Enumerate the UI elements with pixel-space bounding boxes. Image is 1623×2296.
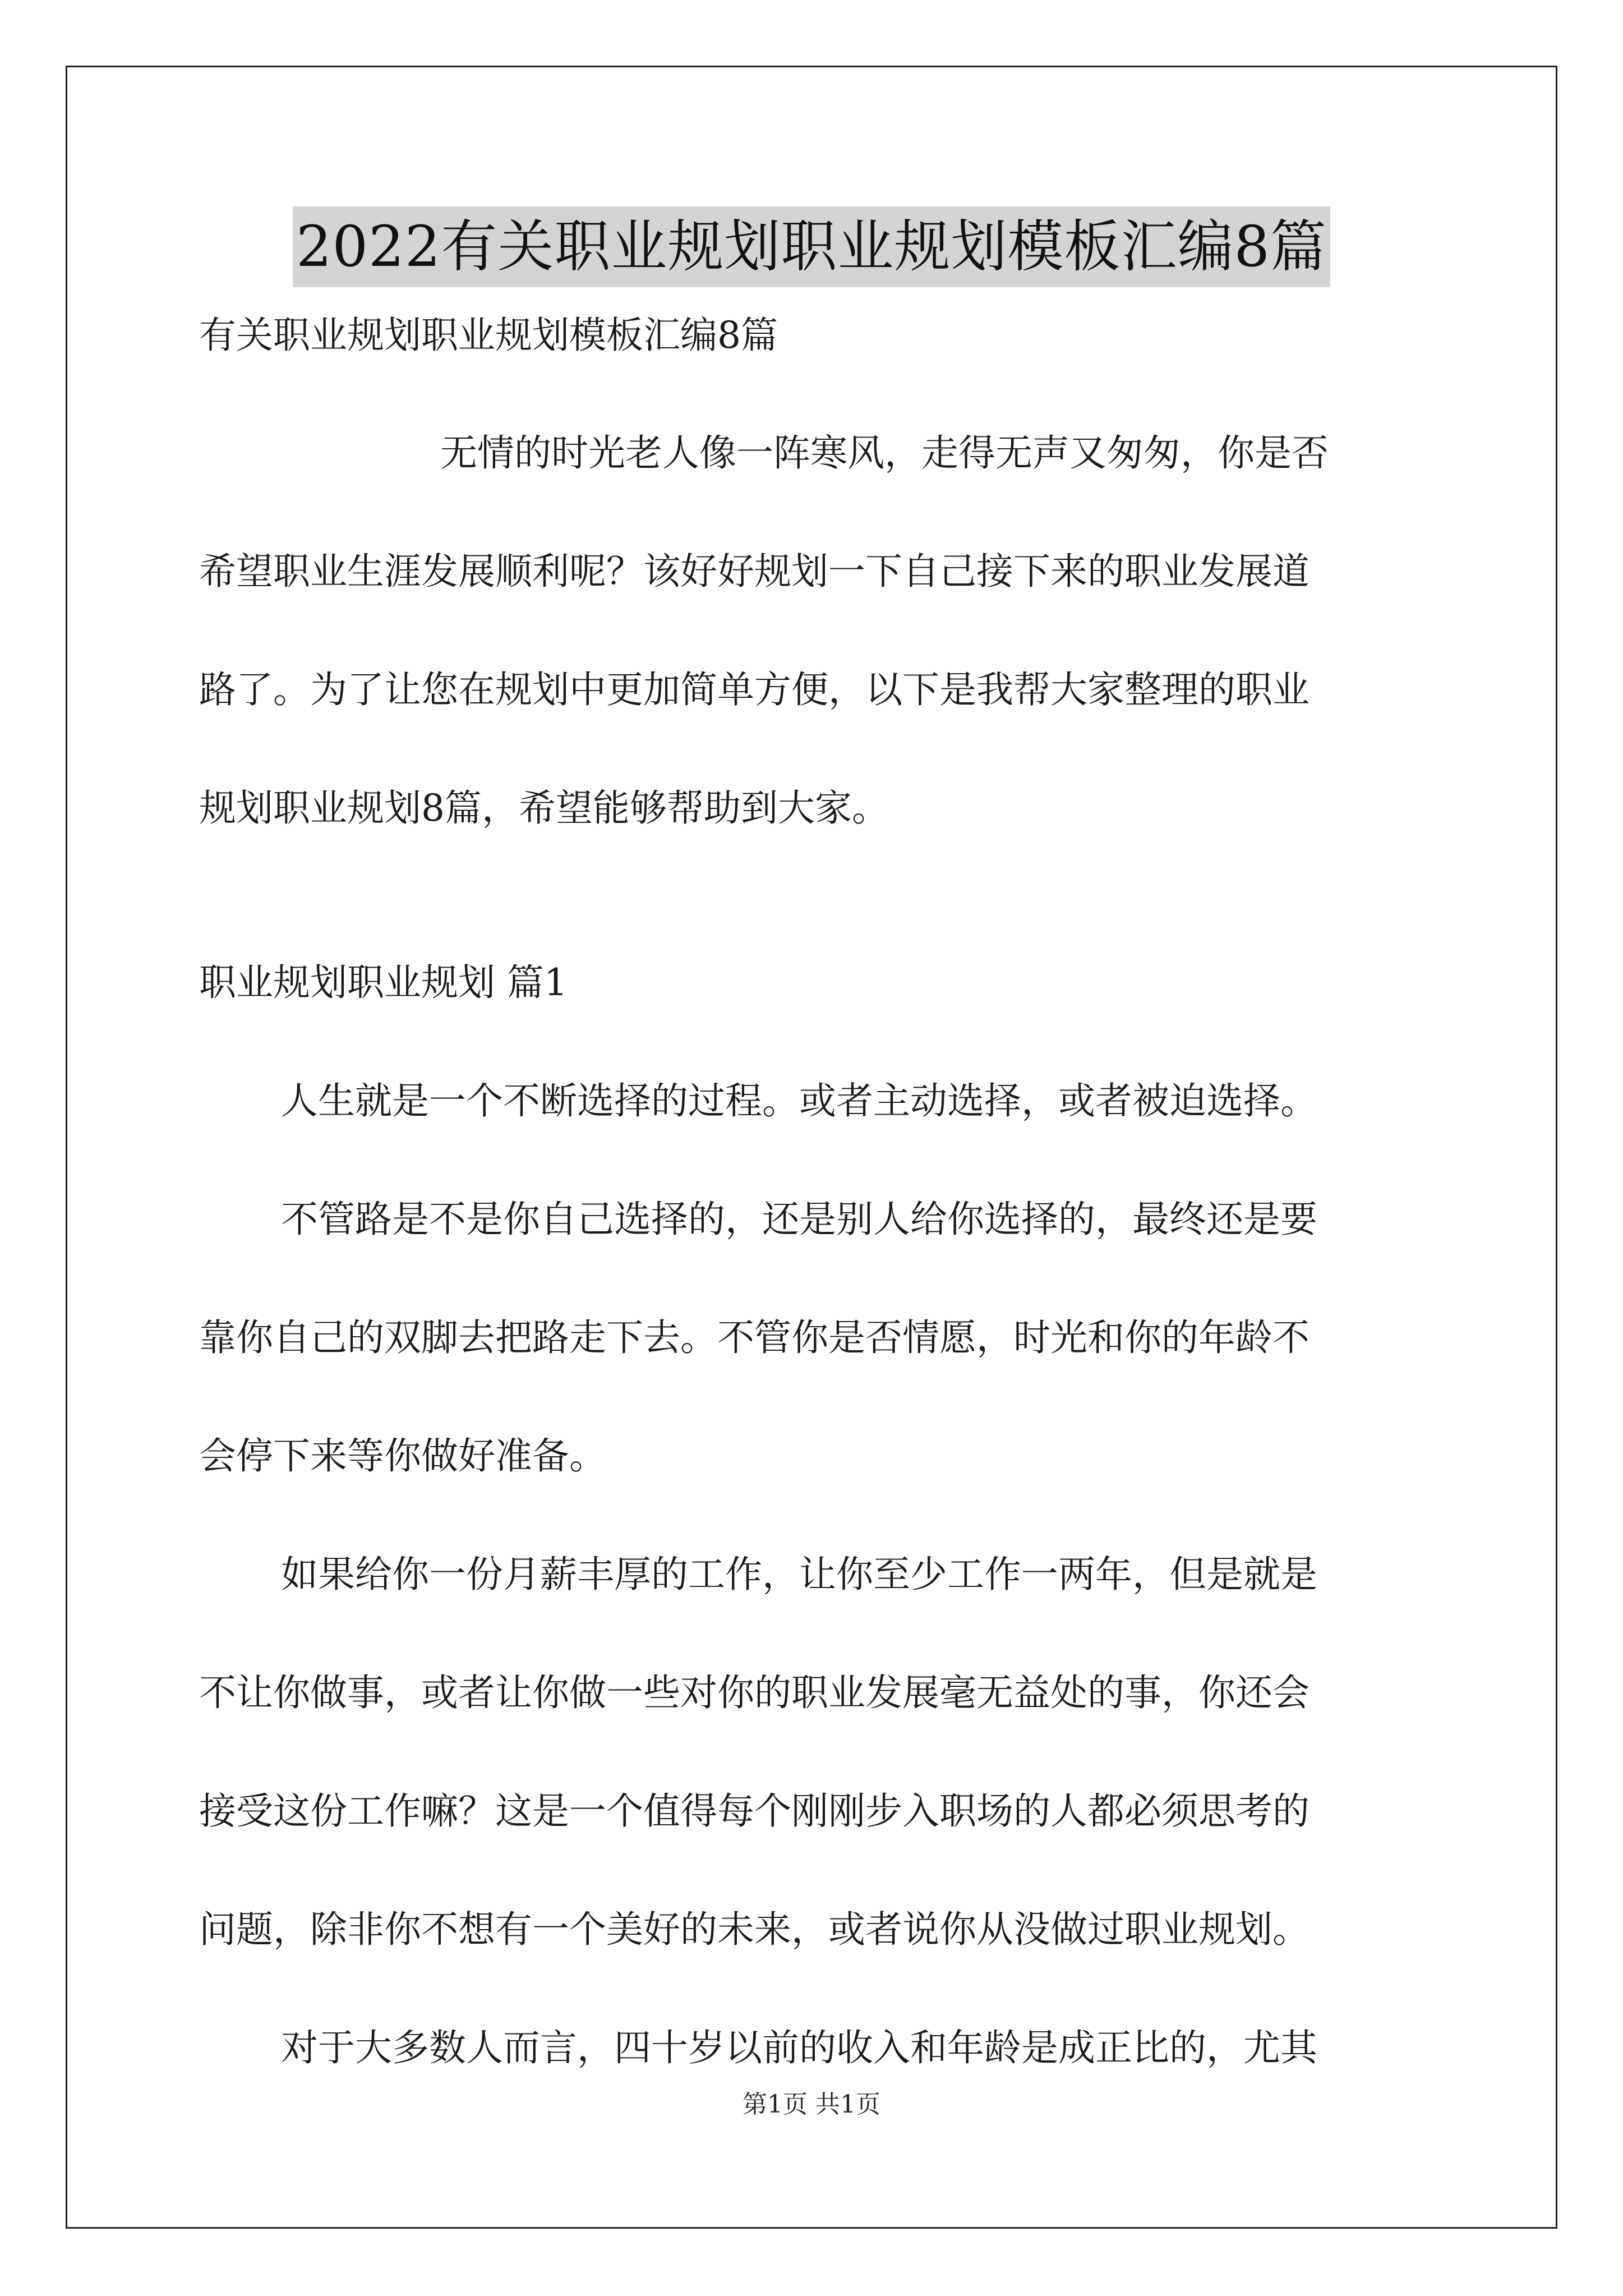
body-paragraph	[199, 1191, 1433, 1484]
text-line: 希望职业生涯发展顺利呢？该好好规划一下自己接下来的职业发展道	[199, 550, 1310, 593]
document-body	[199, 307, 1433, 2076]
text-line: 会停下来等你做好准备。	[199, 1434, 606, 1478]
text-line: 不让你做事，或者让你做一些对你的职业发展毫无益处的事，你还会	[199, 1671, 1310, 1714]
text-line: 靠你自己的双脚去把路走下去。不管你是否情愿，时光和你的年龄不	[199, 1316, 1310, 1359]
body-paragraph	[199, 1547, 1433, 1958]
intro-paragraph	[199, 425, 1433, 836]
text-line: 不管路是不是你自己选择的，还是别人给你选择的，最终还是要	[281, 1198, 1317, 1241]
text-line: 如果给你一份月薪丰厚的工作，让你至少工作一两年，但是就是	[281, 1553, 1317, 1596]
text-line: 对于大多数人而言，四十岁以前的收入和年龄是成正比的，尤其	[281, 2026, 1317, 2069]
text-line: 问题，除非你不想有一个美好的未来，或者说你从没做过职业规划。	[199, 1908, 1310, 1951]
body-paragraph	[199, 1073, 1433, 1129]
title-container	[0, 206, 1623, 287]
text-line: 无情的时光老人像一阵寒风，走得无声又匆匆，你是否	[440, 431, 1329, 475]
document-title: 2022有关职业规划职业规划模板汇编8篇	[293, 206, 1330, 287]
text-line: 接受这份工作嘛？这是一个值得每个刚刚步入职场的人都必须思考的	[199, 1789, 1310, 1833]
page-footer: 第1页 共1页	[743, 2090, 880, 2119]
body-paragraph	[199, 2020, 1433, 2076]
document-subtitle: 有关职业规划职业规划模板汇编8篇	[199, 314, 778, 357]
section-heading: 职业规划职业规划 篇1	[199, 961, 568, 1004]
text-line: 路了。为了让您在规划中更加简单方便，以下是我帮大家整理的职业	[199, 668, 1310, 711]
section-spacer	[199, 836, 1433, 955]
text-line: 人生就是一个不断选择的过程。或者主动选择，或者被迫选择。	[281, 1079, 1317, 1122]
text-line: 规划职业规划8篇，希望能够帮助到大家。	[199, 786, 889, 830]
